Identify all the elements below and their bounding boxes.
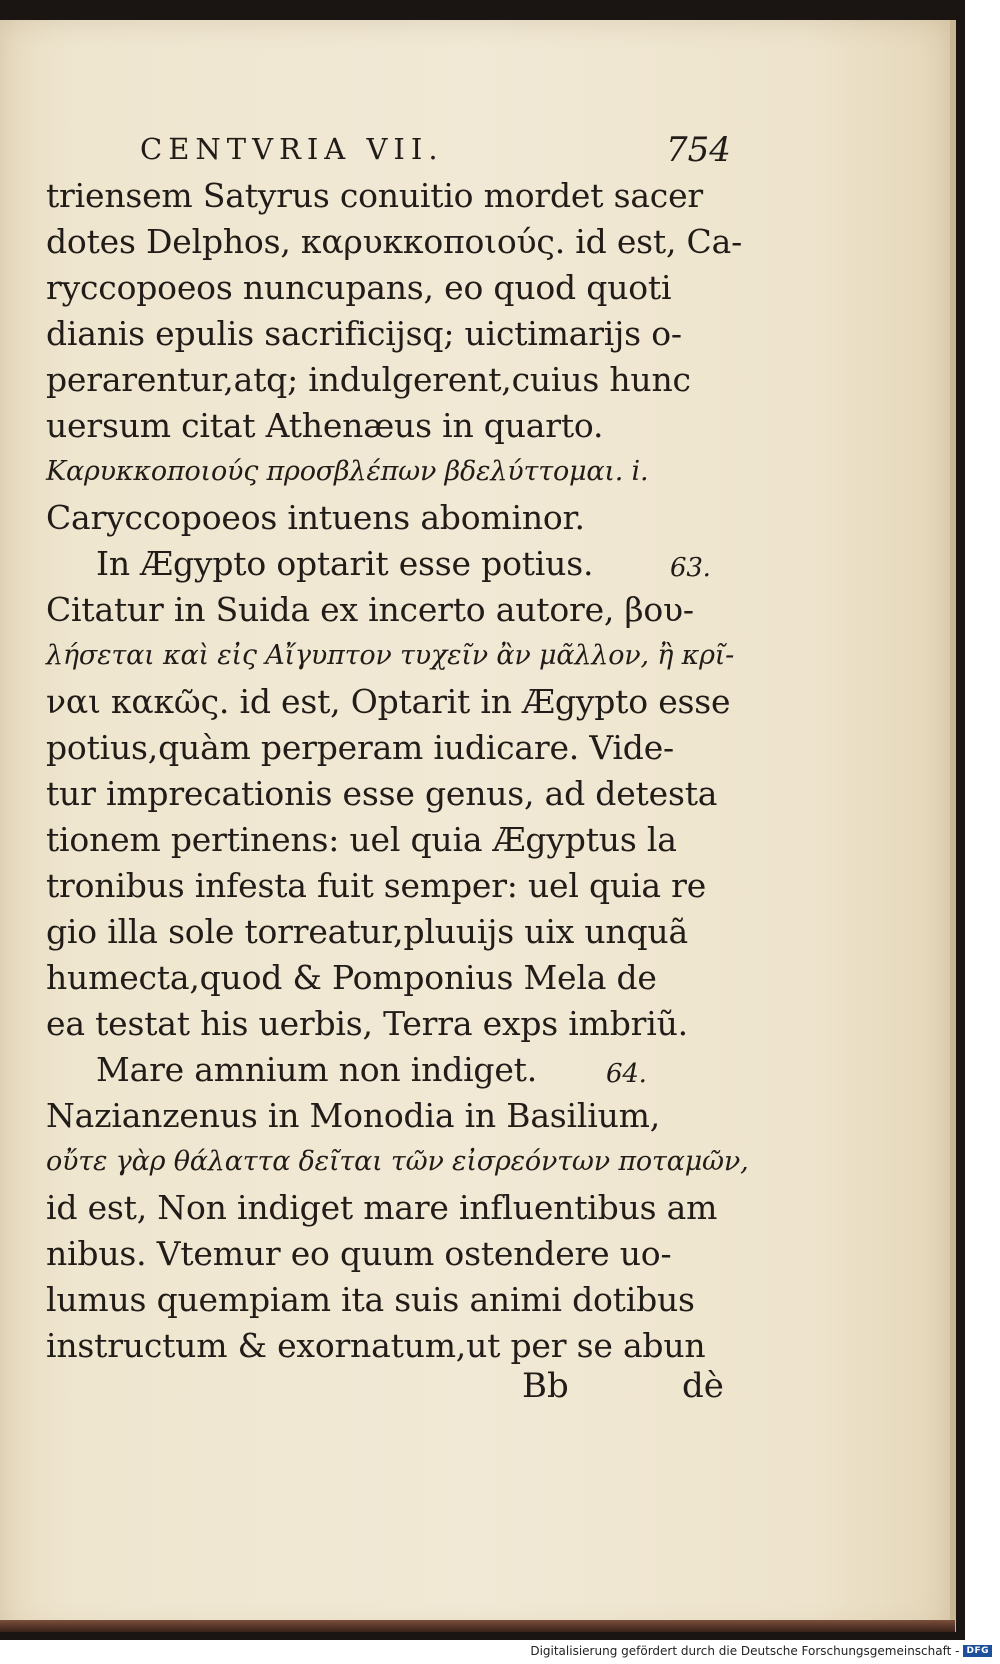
text-line: Caryccopoeos intuens abominor. (46, 498, 585, 537)
adage-heading: Mare amnium non indiget. (96, 1050, 538, 1089)
text-line: nibus. Vtemur eo quum ostendere uo- (46, 1234, 672, 1273)
text-line: dianis epulis sacrificijsq; uictimarijs o- (46, 314, 682, 353)
adage-heading: In Ægypto optarit esse potius. (96, 544, 594, 583)
page-number: 754 (666, 130, 731, 170)
text-line: ναι κακῶς. id est, Optarit in Ægypto esse (46, 682, 731, 721)
text-line: dotes Delphos, καρυκκοποιούς. id est, Ca- (46, 222, 743, 261)
text-line: ea testat his uerbis, Terra exps imbriũ. (46, 1004, 688, 1043)
text-line: potius,quàm perperam iudicare. Vide- (46, 728, 674, 767)
adage-number: 64. (606, 1059, 647, 1089)
text-line: uersum citat Athenæus in quarto. (46, 406, 604, 445)
credit-text: Digitalisierung gefördert durch die Deutsche Forschungsgemeinschaft - (530, 1644, 960, 1658)
text-line: triensem Satyrus conuitio mordet sacer (46, 176, 703, 215)
text-line: Citatur in Suida ex incerto autore, βου- (46, 590, 694, 629)
signature-mark: Bb (522, 1366, 569, 1406)
adage-number: 63. (670, 553, 711, 583)
text-line: gio illa sole torreatur,pluuijs uix unquã (46, 912, 688, 951)
text-line: perarentur,atq; indulgerent,cuius hunc (46, 360, 691, 399)
text-line: tur imprecationis esse genus, ad detesta (46, 774, 718, 813)
text-line: lumus quempiam ita suis animi dotibus (46, 1280, 695, 1319)
greek-line: οὔτε γὰρ θάλαττα δεῖται τῶν εἰσρεόντων ποταμῶν, (46, 1146, 749, 1177)
greek-line: λήσεται καὶ εἰς Αἴγυπτον τυχεῖν ἂν μᾶλλον, ἢ κρῖ- (46, 640, 735, 671)
text-line: tionem pertinens: uel quia Ægyptus la (46, 820, 677, 859)
digitization-credit (530, 1642, 992, 1660)
text-line: instructum & exornatum,ut per se abun (46, 1326, 706, 1365)
catchword-row (46, 1366, 746, 1412)
text-line: tronibus infesta fuit semper: uel quia re (46, 866, 707, 905)
page-edge (0, 1620, 955, 1632)
dfg-logo: DFG (963, 1645, 992, 1657)
text-line: id est, Non indiget mare influentibus am (46, 1188, 718, 1227)
text-line: humecta,quod & Pomponius Mela de (46, 958, 657, 997)
text-line: ryccopoeos nuncupans, eo quod quoti (46, 268, 672, 307)
text-line: Nazianzenus in Monodia in Basilium, (46, 1096, 661, 1135)
running-head-title: CENTVRIA VII. (140, 132, 444, 166)
running-head (140, 132, 740, 172)
catchword: dè (682, 1366, 724, 1406)
greek-line: Καρυκκοποιούς προσβλέπων βδελύττομαι. i. (46, 456, 649, 487)
book-page (0, 20, 956, 1632)
